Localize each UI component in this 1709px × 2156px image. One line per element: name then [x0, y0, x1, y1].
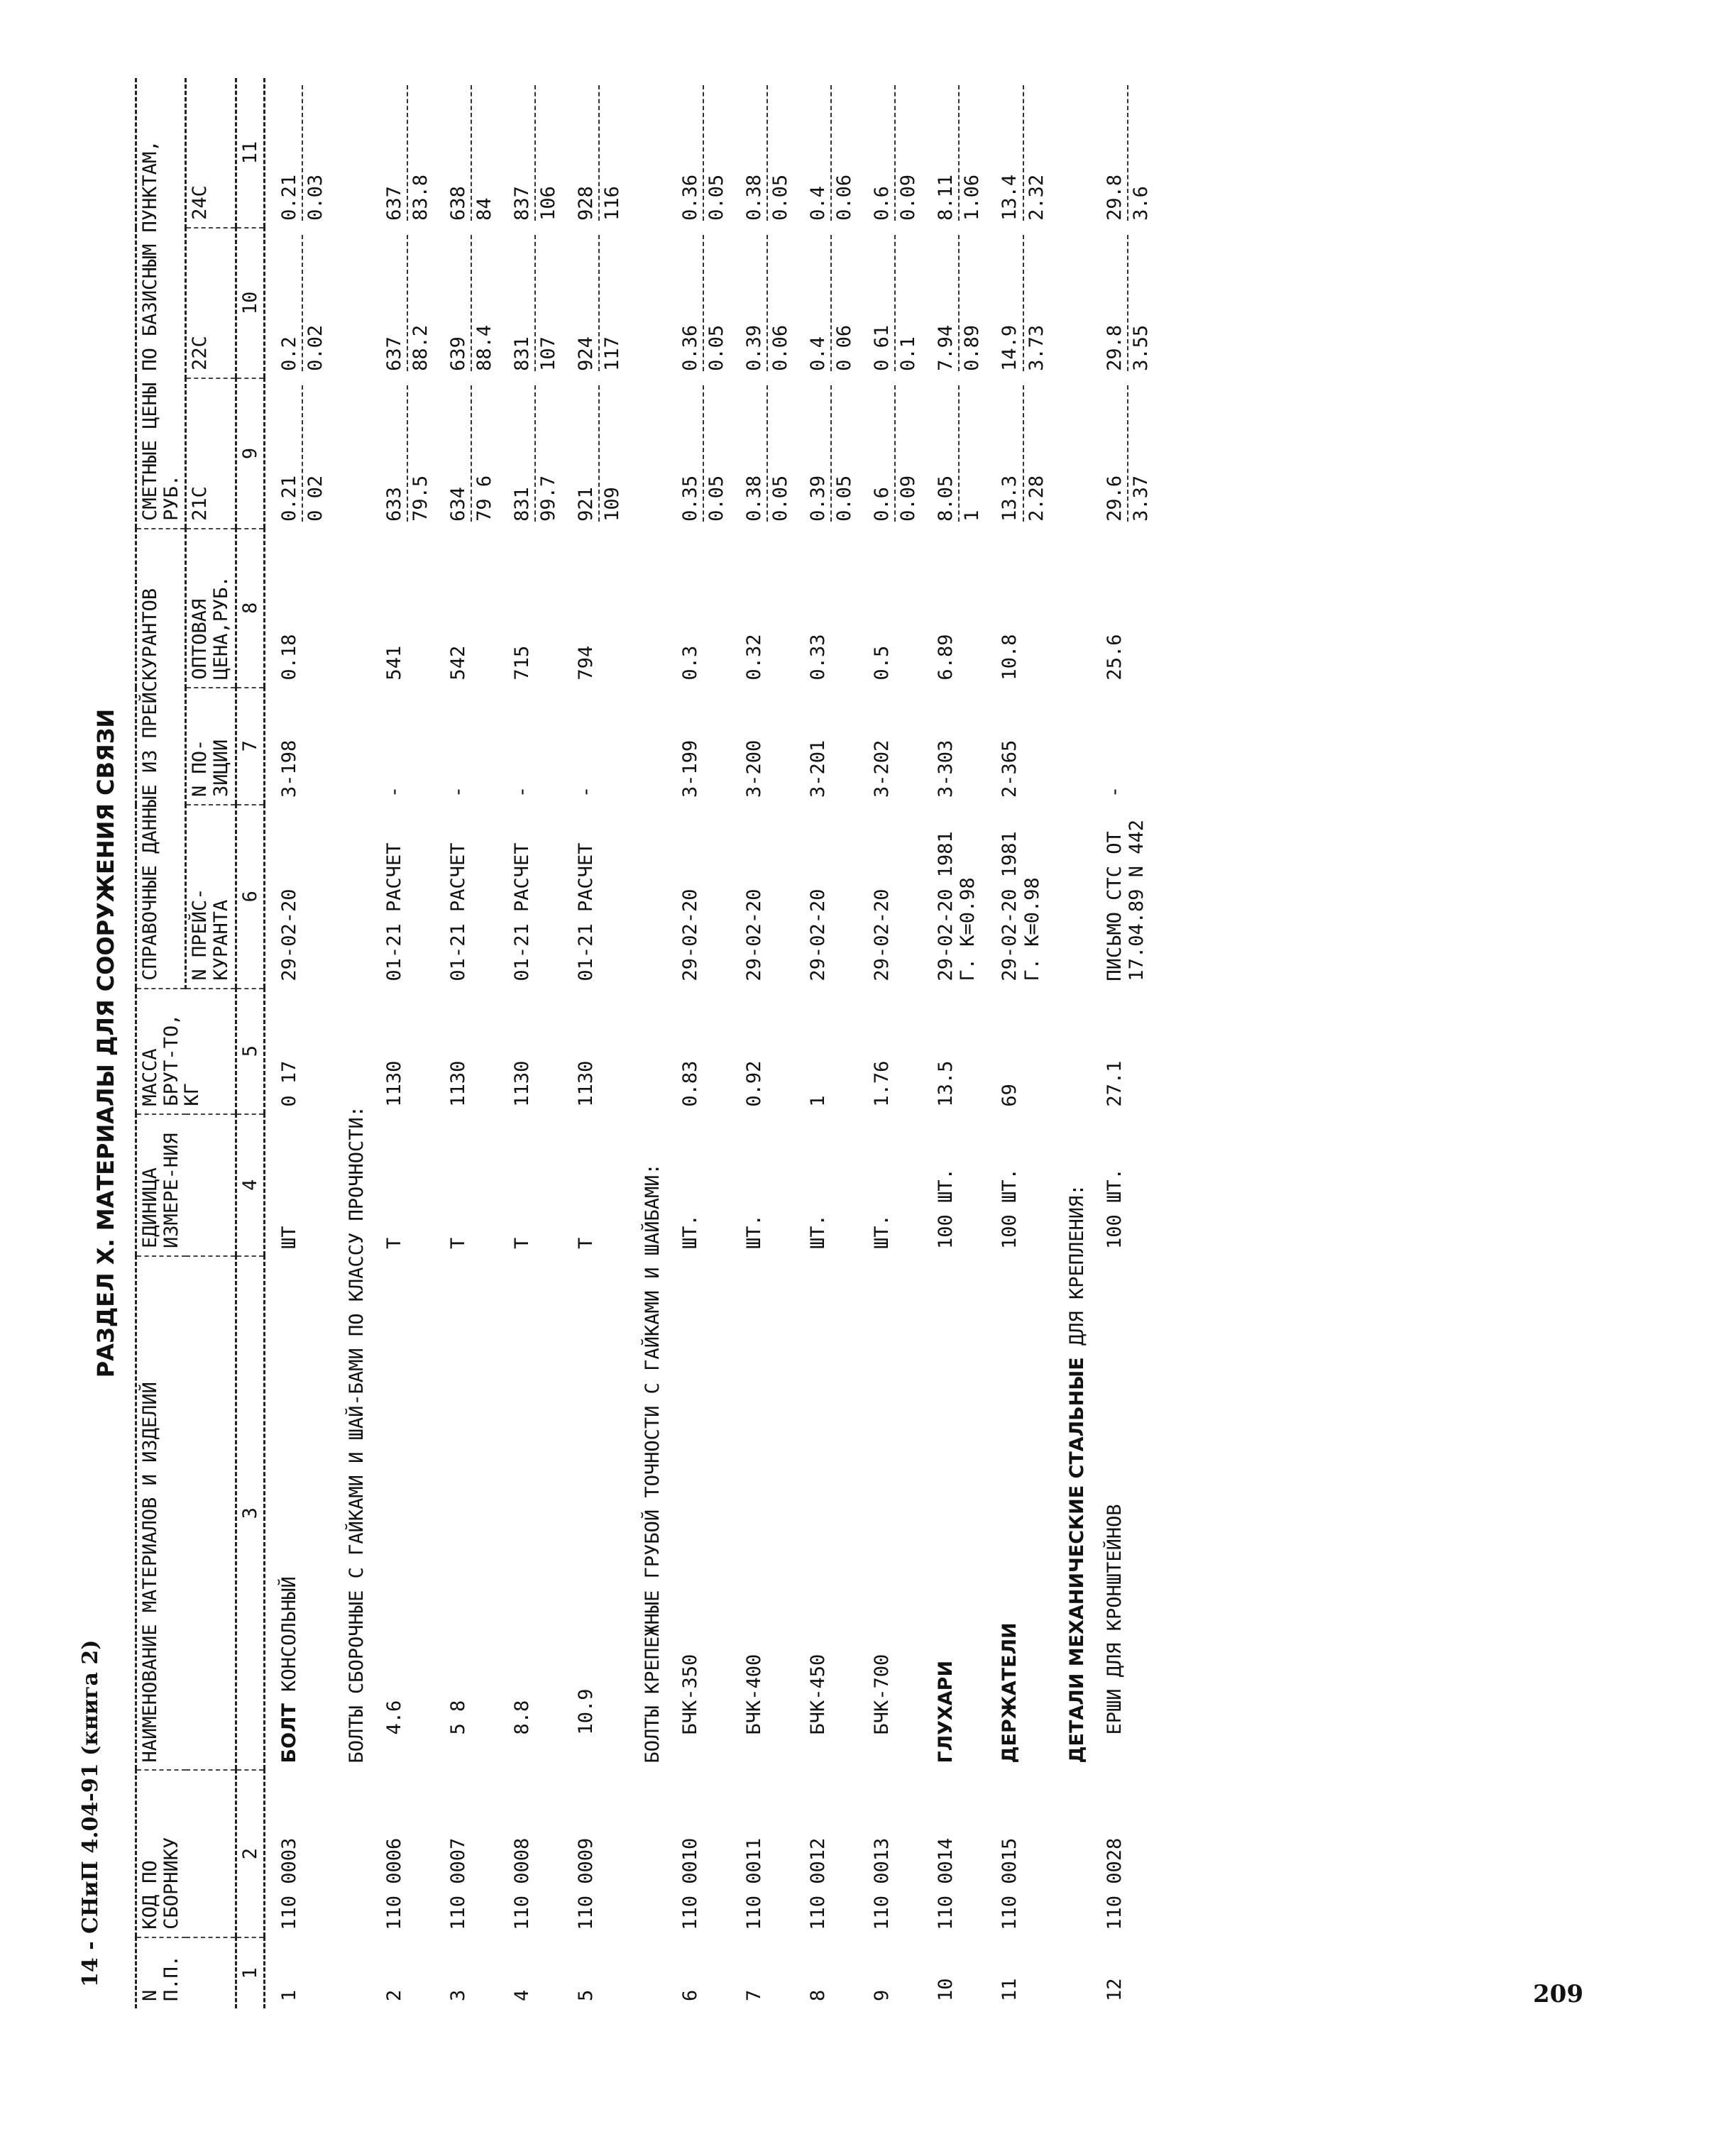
row-unit: 100 ШТ. [1103, 1168, 1126, 1249]
header-num: N П.П. [136, 1937, 236, 2008]
row-name [370, 1256, 434, 1771]
table-row [562, 78, 626, 2008]
row-price-22c [1091, 228, 1155, 378]
empty-cell [626, 1771, 666, 1937]
book-reference: 14 - СНиП 4.04-91 (книга 2) [78, 1639, 103, 1987]
row-price-21c [1091, 378, 1155, 529]
row-unit: Т [446, 1237, 469, 1249]
row-unit: 100 ШТ. [935, 1168, 957, 1249]
empty-cell [626, 1937, 666, 2008]
price-top: 0.21 [278, 85, 303, 221]
row-number: 10 [935, 1978, 957, 2001]
row-name [986, 1256, 1050, 1771]
row-price-21c [986, 378, 1050, 529]
row-price-22c [794, 228, 858, 378]
row-wholesale: 6.89 [935, 634, 957, 681]
price-bottom: 99.7 [537, 475, 559, 522]
price-top: 0.21 [278, 385, 303, 522]
price-bottom: 0.06 [833, 174, 856, 221]
price-bottom: 0.06 [769, 324, 792, 371]
row-position: - [383, 786, 405, 798]
price-bottom: 1 [961, 510, 984, 522]
row-pricelist: 29-02-20 [871, 889, 894, 981]
price-top: 14.9 [999, 235, 1023, 371]
price-bottom: 2.32 [1025, 174, 1048, 221]
column-number: 1 [236, 1937, 265, 2008]
column-number: 11 [236, 78, 265, 228]
price-bottom: 0.05 [705, 324, 728, 371]
price-bottom: 84 [473, 197, 495, 221]
header-price-group: СМЕТНЫЕ ЦЕНЫ ПО БАЗИСНЫМ ПУНКТАМ, РУБ. [136, 78, 186, 529]
price-top: 29.8 [1104, 85, 1128, 221]
row-pricelist: 01-21 РАСЧЕТ [383, 842, 405, 981]
row-price-22c [986, 228, 1050, 378]
group-heading [1050, 78, 1091, 1771]
price-top: 634 [447, 385, 472, 522]
row-code: 110 0003 [278, 1837, 301, 1930]
row-code: 110 0008 [510, 1837, 533, 1930]
price-top: 0 61 [871, 235, 896, 371]
column-number: 5 [236, 989, 265, 1114]
row-name [265, 1256, 330, 1771]
row-position: 2-365 [999, 739, 1021, 798]
row-mass: 0 17 [278, 1060, 301, 1107]
price-bottom: 117 [600, 336, 623, 371]
row-wholesale: 0.33 [807, 634, 830, 681]
empty-cell [330, 1937, 370, 2008]
row-pricelist: 29-02-20 [679, 889, 701, 981]
row-code: 110 0006 [383, 1837, 405, 1930]
row-price-22c [730, 228, 794, 378]
row-mass: 0.92 [743, 1060, 766, 1107]
row-price-21c [498, 378, 562, 529]
row-wholesale: 0.5 [871, 645, 894, 681]
price-bottom: 3.6 [1129, 186, 1152, 221]
row-position: - [1103, 786, 1126, 798]
price-top: 928 [575, 85, 600, 221]
row-wholesale: 10.8 [999, 634, 1021, 681]
price-top: 0.36 [679, 85, 704, 221]
price-bottom: 107 [537, 336, 559, 371]
price-top: 0.4 [807, 85, 832, 221]
row-price-21c [922, 378, 986, 529]
group-heading-row [330, 78, 370, 2008]
row-pricelist: 29-02-20 1981 Г. К=0.98 [935, 831, 979, 981]
table-row [922, 78, 986, 2008]
row-price-22c [666, 228, 730, 378]
row-code: 110 0028 [1103, 1837, 1126, 1930]
row-code: 110 0007 [446, 1837, 469, 1930]
header-position: N ПО-ЗИЦИИ [186, 688, 236, 805]
price-bottom: 0.09 [897, 475, 920, 522]
row-wholesale: 715 [510, 645, 533, 681]
price-bottom: 3.55 [1129, 324, 1152, 371]
row-name [922, 1256, 986, 1771]
row-unit: ШТ. [679, 1214, 701, 1249]
row-unit: 100 ШТ. [999, 1168, 1021, 1249]
table-row [666, 78, 730, 2008]
row-pricelist: 29-02-20 [278, 889, 301, 981]
row-name [434, 1256, 498, 1771]
table-body [265, 78, 1155, 2008]
row-pricelist: 01-21 РАСЧЕТ [446, 842, 469, 981]
empty-cell [1050, 1771, 1091, 1937]
price-bottom: 0.05 [705, 174, 728, 221]
row-number: 3 [446, 1989, 469, 2001]
row-unit: Т [383, 1237, 405, 1249]
column-number: 2 [236, 1771, 265, 1937]
row-pricelist: ПИСЬМО СТС ОТ 17.04.89 N 442 [1103, 819, 1148, 981]
price-top: 29.8 [1104, 235, 1128, 371]
row-number: 7 [743, 1989, 766, 2001]
row-mass: 1130 [383, 1060, 405, 1107]
price-top: 0.35 [679, 385, 704, 522]
price-bottom: 0.05 [769, 174, 792, 221]
row-price-24c [1091, 78, 1155, 228]
header-name: НАИМЕНОВАНИЕ МАТЕРИАЛОВ И ИЗДЕЛИЙ [136, 1256, 236, 1771]
row-unit: ШТ [278, 1226, 301, 1249]
header-unit: ЕДИНИЦА ИЗМЕРЕ-НИЯ [136, 1114, 236, 1256]
price-bottom: 0.09 [897, 174, 920, 221]
row-position: 3-200 [743, 739, 766, 798]
row-unit: ШТ. [871, 1214, 894, 1249]
column-number: 8 [236, 529, 265, 688]
price-bottom: 3.37 [1129, 475, 1152, 522]
header-24c: 24С [186, 78, 236, 228]
price-bottom: 1.06 [961, 174, 984, 221]
row-name-text: 4.6 [383, 1700, 405, 1735]
row-mass: 1130 [510, 1060, 533, 1107]
row-price-24c [498, 78, 562, 228]
row-wholesale: 0.32 [743, 634, 766, 681]
row-mass: 1130 [446, 1060, 469, 1107]
row-name-bold: БОЛТ [278, 1703, 301, 1764]
table-row [730, 78, 794, 2008]
column-number: 10 [236, 228, 265, 378]
group-heading [626, 78, 666, 1771]
row-name [858, 1256, 922, 1771]
group-heading-bold: ДЕТАЛИ МЕХАНИЧЕСКИЕ СТАЛЬНЫЕ [1065, 1357, 1088, 1764]
row-name-text: КОНСОЛЬНЫЙ [278, 1576, 301, 1692]
group-heading-text: БОЛТЫ КРЕПЕЖНЫЕ ГРУБОЙ ТОЧНОСТИ С ГАЙКАМИ И ШАЙБАМИ: [641, 1163, 664, 1764]
price-top: 637 [383, 85, 408, 221]
price-bottom: 0.1 [897, 336, 920, 371]
header-21c: 21С [186, 378, 236, 529]
row-wholesale: 541 [383, 645, 405, 681]
row-name-text: 5 8 [446, 1700, 469, 1735]
header-22c: 22С [186, 228, 236, 378]
group-heading-text: ДЛЯ КРЕПЛЕНИЯ: [1065, 1184, 1088, 1346]
table-row [265, 78, 330, 2008]
price-top: 0.38 [743, 85, 768, 221]
price-top: 0.39 [743, 235, 768, 371]
price-top: 0.2 [278, 235, 303, 371]
column-number: 4 [236, 1114, 265, 1256]
row-name [730, 1256, 794, 1771]
row-pricelist: 29-02-20 1981 Г. К=0.98 [999, 831, 1043, 981]
row-price-21c [730, 378, 794, 529]
row-price-22c [498, 228, 562, 378]
column-number: 7 [236, 688, 265, 805]
row-name [666, 1256, 730, 1771]
table-row [986, 78, 1050, 2008]
row-mass: 13.5 [935, 1060, 957, 1107]
row-price-21c [434, 378, 498, 529]
header-reference-group: СПРАВОЧНЫЕ ДАННЫЕ ИЗ ПРЕЙСКУРАНТОВ [136, 529, 186, 989]
column-number-row [236, 78, 265, 2008]
row-code: 110 0012 [807, 1837, 830, 1930]
price-top: 8.11 [935, 85, 960, 221]
row-number: 12 [1103, 1978, 1126, 2001]
table-row [858, 78, 922, 2008]
row-price-24c [370, 78, 434, 228]
row-name-text: БЧК-450 [807, 1654, 830, 1735]
row-pricelist: 29-02-20 [807, 889, 830, 981]
price-bottom: 0 06 [833, 324, 856, 371]
row-pricelist: 01-21 РАСЧЕТ [510, 842, 533, 981]
row-name [794, 1256, 858, 1771]
column-number: 3 [236, 1256, 265, 1771]
empty-cell [1050, 1937, 1091, 2008]
price-top: 7.94 [935, 235, 960, 371]
row-code: 110 0009 [574, 1837, 597, 1930]
group-heading [330, 78, 370, 1771]
price-bottom: 79.5 [409, 475, 432, 522]
row-mass: 69 [999, 1084, 1021, 1107]
header-pricelist: N ПРЕЙС-КУРАНТА [186, 805, 236, 989]
row-mass: 1 [807, 1095, 830, 1107]
price-top: 13.3 [999, 385, 1023, 522]
price-top: 0.36 [679, 235, 704, 371]
row-wholesale: 542 [446, 645, 469, 681]
table-row [498, 78, 562, 2008]
row-wholesale: 0.18 [278, 634, 301, 681]
price-top: 924 [575, 235, 600, 371]
header-wholesale: ОПТОВАЯ ЦЕНА,РУБ. [186, 529, 236, 688]
row-price-24c [858, 78, 922, 228]
row-position: 3-202 [871, 739, 894, 798]
row-position: - [446, 786, 469, 798]
price-top: 29.6 [1104, 385, 1128, 522]
row-code: 110 0015 [999, 1837, 1021, 1930]
price-bottom: 79 6 [473, 475, 495, 522]
price-bottom: 3.73 [1025, 324, 1048, 371]
row-number: 11 [999, 1978, 1021, 2001]
price-top: 831 [511, 235, 536, 371]
price-top: 637 [383, 235, 408, 371]
row-position: 3-201 [807, 739, 830, 798]
row-number: 2 [383, 1989, 405, 2001]
price-bottom: 0.05 [833, 475, 856, 522]
row-price-24c [265, 78, 330, 228]
row-number: 8 [807, 1989, 830, 2001]
row-name-text: 8.8 [510, 1700, 533, 1735]
row-price-21c [562, 378, 626, 529]
row-price-22c [922, 228, 986, 378]
row-number: 6 [679, 1989, 701, 2001]
header-code: КОД ПО СБОРНИКУ [136, 1771, 236, 1937]
row-price-24c [666, 78, 730, 228]
row-name-text: ЕРШИ ДЛЯ КРОНШТЕЙНОВ [1103, 1504, 1126, 1735]
row-name-text: БЧК-350 [679, 1654, 701, 1735]
row-price-24c [434, 78, 498, 228]
row-unit: Т [510, 1237, 533, 1249]
row-price-22c [265, 228, 330, 378]
price-top: 638 [447, 85, 472, 221]
row-position: 3-303 [935, 739, 957, 798]
row-position: 3-199 [679, 739, 701, 798]
price-bottom: 0.89 [961, 324, 984, 371]
price-bottom: 83.8 [409, 174, 432, 221]
table-row [370, 78, 434, 2008]
price-bottom: 0.03 [304, 174, 327, 221]
row-price-24c [730, 78, 794, 228]
price-bottom: 88.4 [473, 324, 495, 371]
price-bottom: 88.2 [409, 324, 432, 371]
page-number: 209 [1533, 1980, 1583, 2008]
row-price-21c [858, 378, 922, 529]
row-name-bold: ДЕРЖАТЕЛИ [999, 1622, 1021, 1764]
rotated-table-block [92, 78, 1618, 2008]
price-top: 0.4 [807, 235, 832, 371]
price-top: 0.38 [743, 385, 768, 522]
price-bottom: 0.05 [705, 475, 728, 522]
row-pricelist: 01-21 РАСЧЕТ [574, 842, 597, 981]
price-top: 0.39 [807, 385, 832, 522]
price-top: 13.4 [999, 85, 1023, 221]
row-pricelist: 29-02-20 [743, 889, 766, 981]
row-mass: 1130 [574, 1060, 597, 1107]
price-top: 639 [447, 235, 472, 371]
row-code: 110 0011 [743, 1837, 766, 1930]
row-number: 9 [871, 1989, 894, 2001]
group-heading-row [1050, 78, 1091, 2008]
row-price-24c [922, 78, 986, 228]
price-bottom: 2.28 [1025, 475, 1048, 522]
row-price-24c [794, 78, 858, 228]
row-code: 110 0013 [871, 1837, 894, 1930]
price-top: 831 [511, 385, 536, 522]
section-title: РАЗДЕЛ Х. МАТЕРИАЛЫ ДЛЯ СООРУЖЕНИЯ СВЯЗИ [92, 708, 119, 1378]
row-mass: 0.83 [679, 1060, 701, 1107]
row-price-22c [858, 228, 922, 378]
price-top: 633 [383, 385, 408, 522]
row-price-21c [666, 378, 730, 529]
price-top: 8.05 [935, 385, 960, 522]
group-heading-text: БОЛТЫ СБОРОЧНЫЕ С ГАЙКАМИ И ШАЙ-БАМИ ПО КЛАССУ ПРОЧНОСТИ: [345, 1105, 368, 1764]
row-position: - [574, 786, 597, 798]
header-mass: МАССА БРУТ-ТО, КГ [136, 989, 236, 1114]
row-name [1091, 1256, 1155, 1771]
row-price-24c [562, 78, 626, 228]
row-price-21c [794, 378, 858, 529]
row-price-22c [434, 228, 498, 378]
row-price-21c [370, 378, 434, 529]
row-wholesale: 0.3 [679, 645, 701, 681]
row-name [498, 1256, 562, 1771]
column-number: 6 [236, 805, 265, 989]
row-price-22c [370, 228, 434, 378]
row-name-bold: ГЛУХАРИ [935, 1660, 957, 1764]
row-number: 5 [574, 1989, 597, 2001]
price-bottom: 0.05 [769, 475, 792, 522]
row-name-text: 10.9 [574, 1688, 597, 1735]
empty-cell [330, 1771, 370, 1937]
price-top: 0.6 [871, 385, 896, 522]
price-bottom: 0.02 [304, 324, 327, 371]
row-price-24c [986, 78, 1050, 228]
row-price-22c [562, 228, 626, 378]
row-position: 3-198 [278, 739, 301, 798]
materials-table [135, 78, 1155, 2008]
row-name-text: БЧК-400 [743, 1654, 766, 1735]
price-top: 921 [575, 385, 600, 522]
row-number: 1 [278, 1989, 301, 2001]
table-row [434, 78, 498, 2008]
row-position: - [510, 786, 533, 798]
price-bottom: 109 [600, 487, 623, 522]
row-code: 110 0010 [679, 1837, 701, 1930]
row-code: 110 0014 [935, 1837, 957, 1930]
row-wholesale: 794 [574, 645, 597, 681]
row-name-text: БЧК-700 [871, 1654, 894, 1735]
header-row-1 [136, 78, 186, 2008]
row-name [562, 1256, 626, 1771]
row-unit: ШТ. [807, 1214, 830, 1249]
row-unit: ШТ. [743, 1214, 766, 1249]
price-bottom: 116 [600, 186, 623, 221]
row-unit: Т [574, 1237, 597, 1249]
row-price-21c [265, 378, 330, 529]
price-bottom: 0 02 [304, 475, 327, 522]
price-top: 0.6 [871, 85, 896, 221]
price-bottom: 106 [537, 186, 559, 221]
price-top: 837 [511, 85, 536, 221]
row-wholesale: 25.6 [1103, 634, 1126, 681]
row-mass: 27.1 [1103, 1060, 1126, 1107]
row-mass: 1.76 [871, 1060, 894, 1107]
group-heading-row [626, 78, 666, 2008]
table-row [1091, 78, 1155, 2008]
table-row [794, 78, 858, 2008]
column-number: 9 [236, 378, 265, 529]
row-number: 4 [510, 1989, 533, 2001]
